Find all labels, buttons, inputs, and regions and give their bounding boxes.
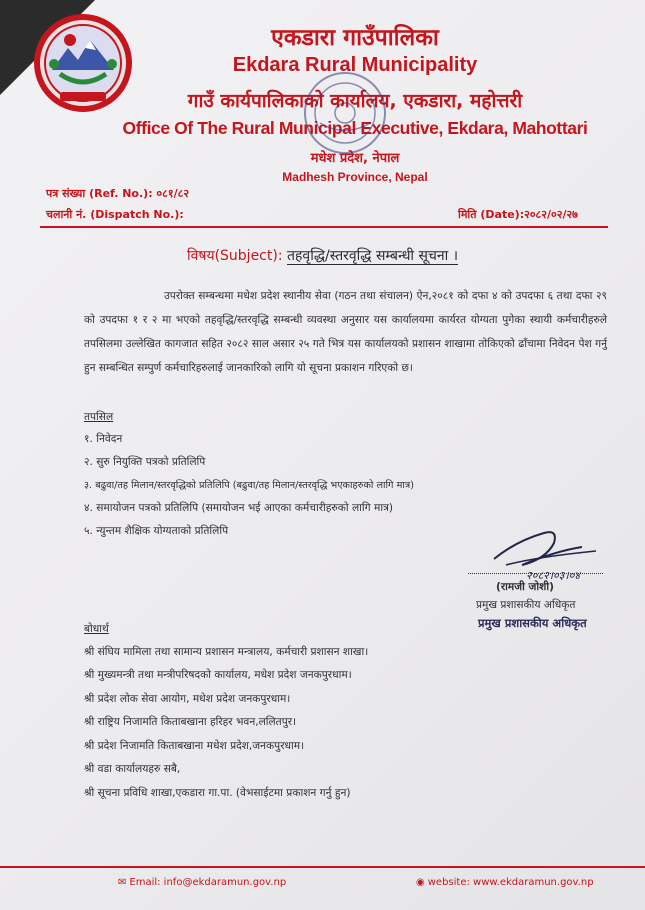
office-round-stamp xyxy=(300,68,390,158)
header-divider xyxy=(40,226,608,228)
footer-website[interactable] xyxy=(416,877,594,888)
office-name-english: Office Of The Rural Municipal Executive, Ekdara, Mahottari xyxy=(122,118,588,138)
tapasil-item: ४. समायोजन पत्रको प्रतिलिपि (समायोजन भई आएका कर्मचारीहरुको लागि मात्र) xyxy=(84,502,394,514)
municipality-name-english: Ekdara Rural Municipality xyxy=(232,54,478,76)
tapasil-item: ३. बढुवा/तह मिलान/स्तरवृद्धिको प्रतिलिपि (बढुवा/तह मिलान/स्तरवृद्धि भएकाहरुको लागि मात्र) xyxy=(84,480,415,491)
tapasil-item: २. सुरु नियुक्ति पत्रको प्रतिलिपि xyxy=(84,456,206,468)
subject-label: विषय(Subject): xyxy=(186,248,283,264)
footer-email-text: Email: info@ekdaramun.gov.np xyxy=(129,877,287,888)
signature-date: २०८२।०३।०४ xyxy=(526,569,581,582)
footer-website-text: website: www.ekdaramun.gov.np xyxy=(427,877,594,888)
website-icon: ◉ xyxy=(416,877,425,888)
tapasil-heading: तपसिल xyxy=(84,411,114,423)
letter-date: मिति (Date):२०८२/०२/२७ xyxy=(458,208,578,221)
province-english: Madhesh Province, Nepal xyxy=(282,170,428,184)
tapasil-item: ५. न्युन्तम शैक्षिक योग्यताको प्रतिलिपि xyxy=(84,525,229,537)
province-nepali: मधेश प्रदेश, नेपाल xyxy=(310,151,400,166)
bodhartha-item: श्री वडा कार्यालयहरु सबै, xyxy=(84,763,181,775)
subject-text: तहवृद्धि/स्तरवृद्धि सम्बन्धी सूचना । xyxy=(287,248,459,264)
designation-stamp: प्रमुख प्रशासकीय अधिकृत xyxy=(478,616,587,630)
bodhartha-item: श्री प्रदेश निजामति किताबखाना मधेश प्रदेश,जनकपुरधाम। xyxy=(84,740,305,752)
bodhartha-item: श्री राष्ट्रिय निजामति किताबखाना हरिहर भवन,ललितपुर। xyxy=(84,716,297,728)
bodhartha-item: श्री मुख्यमन्त्री तथा मन्त्रीपरिषदको कार्यालय, मधेश प्रदेश जनकपुरधाम। xyxy=(84,669,352,681)
bodhartha-item: श्री सूचना प्रविधि शाखा,एकडारा गा.पा. (वेभसाईटमा प्रकाशन गर्नु हुन) xyxy=(84,787,351,799)
signatory-title: प्रमुख प्रशासकीय अधिकृत xyxy=(476,599,576,611)
tapasil-item: १. निवेदन xyxy=(84,433,123,445)
office-name-nepali: गाउँ कार्यपालिकाको कार्यालय, एकडारा, महोत्तरी xyxy=(187,90,523,112)
ref-number: पत्र संख्या (Ref. No.): ०८१/८२ xyxy=(46,187,190,200)
notice-body: उपरोक्त सम्बन्धमा मधेश प्रदेश स्थानीय सेवा (गठन तथा संचालन) ऐन,२०८१ को दफा ४ को उपदफा ६ तथा दफा २९ को उपदफा १ र २ मा भएको तहवृद्धि/स्तरवृद्धि सम्बन्धी व्यवस्था अनुसार यस कार्यालयमा कार्यरत योग्यता पुगेका स्थायी कर्मचारीहरुले तपसिलमा उल्लेखित कागजात सहित २०८२ साल असार २५ गते भित्र यस कार्यालयको प्रशासन शाखामा तोकिएको ढाँचामा निवेदन पेश गर्नु हुन सम्बन्धित सम्पुर्ण कर्मचारिहरुलाई जानकारिको लागि यो सूचना प्रकाशन गरिएको छ। xyxy=(84,290,607,374)
bodhartha-item: श्री संघिय मामिला तथा सामान्य प्रशासन मन्त्रालय, कर्मचारी प्रशासन शाखा। xyxy=(84,646,369,658)
footer-email[interactable] xyxy=(118,877,286,888)
footer-divider xyxy=(0,866,645,868)
bodhartha-item: श्री प्रदेश लोक सेवा आयोग, मधेश प्रदेश जनकपुरधाम। xyxy=(84,693,291,705)
subject-line xyxy=(0,246,645,265)
dispatch-number: चलानी नं. (Dispatch No.): xyxy=(46,208,184,221)
municipality-name-nepali: एकडारा गाउँपालिका xyxy=(271,25,439,51)
signatory-name: (रामजी जोशी) xyxy=(496,581,554,593)
bodhartha-heading: बोधार्थ xyxy=(84,623,109,635)
email-icon: ✉ xyxy=(118,877,127,888)
signature-line xyxy=(468,573,603,574)
